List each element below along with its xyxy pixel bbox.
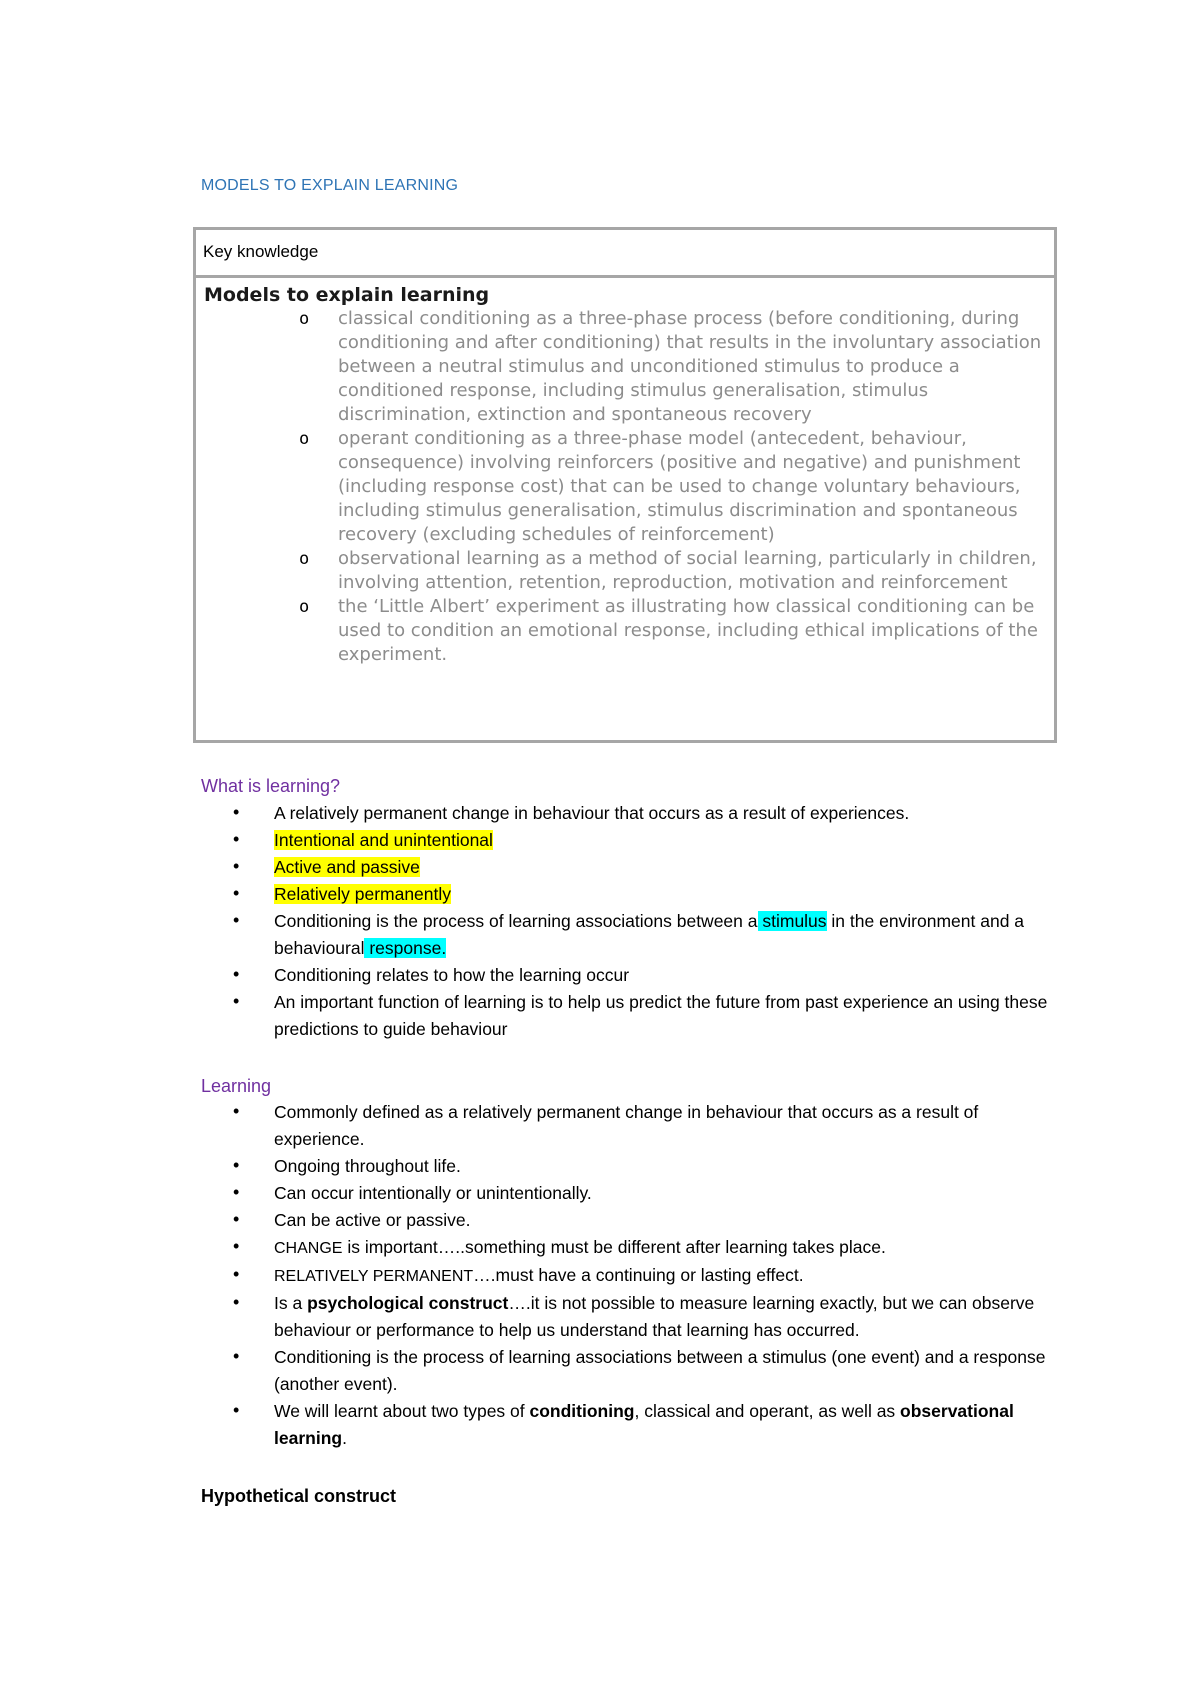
list-item — [201, 1290, 1071, 1344]
list-item — [201, 1153, 1071, 1180]
learning-heading: Learning — [201, 1076, 272, 1096]
list-item-text: Can be active or passive. — [274, 1210, 471, 1230]
bullet-icon: • — [233, 883, 240, 903]
bullet-icon: • — [233, 856, 240, 876]
list-item-text: RELATIVELY PERMANENT — [274, 1268, 474, 1285]
key-knowledge-item-text: classical conditioning as a three-phase process (before conditioning, during conditioning and after conditioning) that results in the involuntary association between a neutral stimulus and unconditioned stimulus to produce a conditioned response, including stimulus generalisation, stimulus discrimination, extinction and spontaneous recovery — [338, 308, 1042, 425]
list-item-text: , classical and operant, as well as — [634, 1401, 901, 1421]
key-knowledge-item-text: observational learning as a method of social learning, particularly in children, involving attention, retention, reproduction, motivation and reinforcement — [338, 548, 1037, 593]
key-knowledge-body — [203, 283, 1046, 667]
circle-bullet-icon: o — [299, 597, 310, 617]
bullet-icon: • — [233, 1400, 240, 1420]
list-item — [201, 1344, 1071, 1398]
bullet-icon: • — [233, 1182, 240, 1202]
list-item — [201, 1180, 1071, 1207]
bullet-icon: • — [233, 829, 240, 849]
bullet-icon: • — [233, 1236, 240, 1256]
list-item — [201, 1234, 1071, 1262]
what-is-learning-heading: What is learning? — [201, 776, 341, 796]
bullet-icon: • — [233, 802, 240, 822]
list-item — [201, 908, 1071, 962]
learning-list — [201, 1099, 1071, 1452]
list-item-text: . — [342, 1428, 347, 1448]
list-item-text: CHANGE — [274, 1240, 343, 1257]
list-item — [201, 962, 1071, 989]
list-item — [201, 1099, 1071, 1153]
bullet-icon: • — [233, 1155, 240, 1175]
bullet-icon: • — [233, 991, 240, 1011]
list-item-text: Conditioning is the process of learning associations between a — [274, 911, 758, 931]
key-knowledge-table — [193, 227, 1057, 743]
highlighted-text: stimulus — [757, 911, 827, 931]
bullet-icon: • — [233, 1292, 240, 1312]
list-item-text: in the environment and a behavioural — [274, 911, 1025, 958]
highlighted-text: response. — [364, 938, 447, 958]
circle-bullet-icon: o — [299, 429, 310, 449]
list-item-text: Conditioning relates to how the learning occur — [274, 965, 630, 985]
list-item — [201, 989, 1071, 1043]
key-knowledge-item — [203, 595, 1043, 667]
bold-text: conditioning — [529, 1401, 635, 1421]
key-knowledge-heading: Models to explain learning — [204, 284, 490, 306]
list-item-text: Conditioning is the process of learning associations between a stimulus (one event) and a response (another event). — [274, 1347, 1046, 1394]
list-item-text: Commonly defined as a relatively permanent change in behaviour that occurs as a result of experience. — [274, 1102, 979, 1149]
bold-text: observational learning — [274, 1401, 1014, 1448]
bullet-icon: • — [233, 1209, 240, 1229]
highlighted-text: Active and passive — [274, 857, 420, 877]
list-item — [201, 1262, 1071, 1290]
key-knowledge-list — [203, 307, 1046, 667]
list-item-text: is important…..something must be different after learning takes place. — [342, 1237, 886, 1257]
bullet-icon: • — [233, 910, 240, 930]
list-item-text: Ongoing throughout life. — [274, 1156, 461, 1176]
page-title: MODELS TO EXPLAIN LEARNING — [201, 177, 459, 194]
list-item-text: Can occur intentionally or unintentionally. — [274, 1183, 592, 1203]
key-knowledge-item — [203, 427, 1043, 547]
list-item — [201, 1398, 1071, 1452]
key-knowledge-header — [196, 230, 1054, 278]
key-knowledge-item — [203, 307, 1043, 427]
circle-bullet-icon: o — [299, 549, 310, 569]
list-item-text: A relatively permanent change in behaviour that occurs as a result of experiences. — [274, 803, 910, 823]
list-item — [201, 827, 1071, 854]
list-item — [201, 800, 1071, 827]
what-is-learning-list — [201, 800, 1071, 1043]
list-item — [201, 881, 1071, 908]
hypothetical-construct-heading: Hypothetical construct — [201, 1486, 397, 1506]
list-item-text: ….must have a continuing or lasting effect. — [473, 1265, 804, 1285]
bullet-icon: • — [233, 964, 240, 984]
key-knowledge-item-text: the ‘Little Albert’ experiment as illustrating how classical conditioning can be used to condition an emotional response, including ethical implications of the experiment. — [338, 596, 1038, 665]
highlighted-text: Relatively permanently — [274, 884, 452, 904]
list-item-text: We will learnt about two types of — [274, 1401, 530, 1421]
circle-bullet-icon: o — [299, 309, 310, 329]
list-item-text: Is a — [274, 1293, 308, 1313]
bold-text: psychological construct — [307, 1293, 509, 1313]
bullet-icon: • — [233, 1264, 240, 1284]
key-knowledge-item — [203, 547, 1043, 595]
bullet-icon: • — [233, 1346, 240, 1366]
list-item-text: An important function of learning is to help us predict the future from past experience an using these predictions to guide behaviour — [274, 992, 1048, 1039]
highlighted-text: Intentional and unintentional — [274, 830, 493, 850]
key-knowledge-header-text: Key knowledge — [203, 242, 319, 261]
list-item-text: ….it is not possible to measure learning exactly, but we can observe behaviour or performance to help us understand that learning has occurred. — [274, 1293, 1035, 1340]
list-item — [201, 854, 1071, 881]
key-knowledge-item-text: operant conditioning as a three-phase model (antecedent, behaviour, consequence) involving reinforcers (positive and negative) and punishment (including response cost) that can be used to change voluntary behaviours, including stimulus generalisation, stimulus discrimination and spontaneous recovery (excluding schedules of reinforcement) — [338, 428, 1021, 545]
list-item — [201, 1207, 1071, 1234]
bullet-icon: • — [233, 1101, 240, 1121]
